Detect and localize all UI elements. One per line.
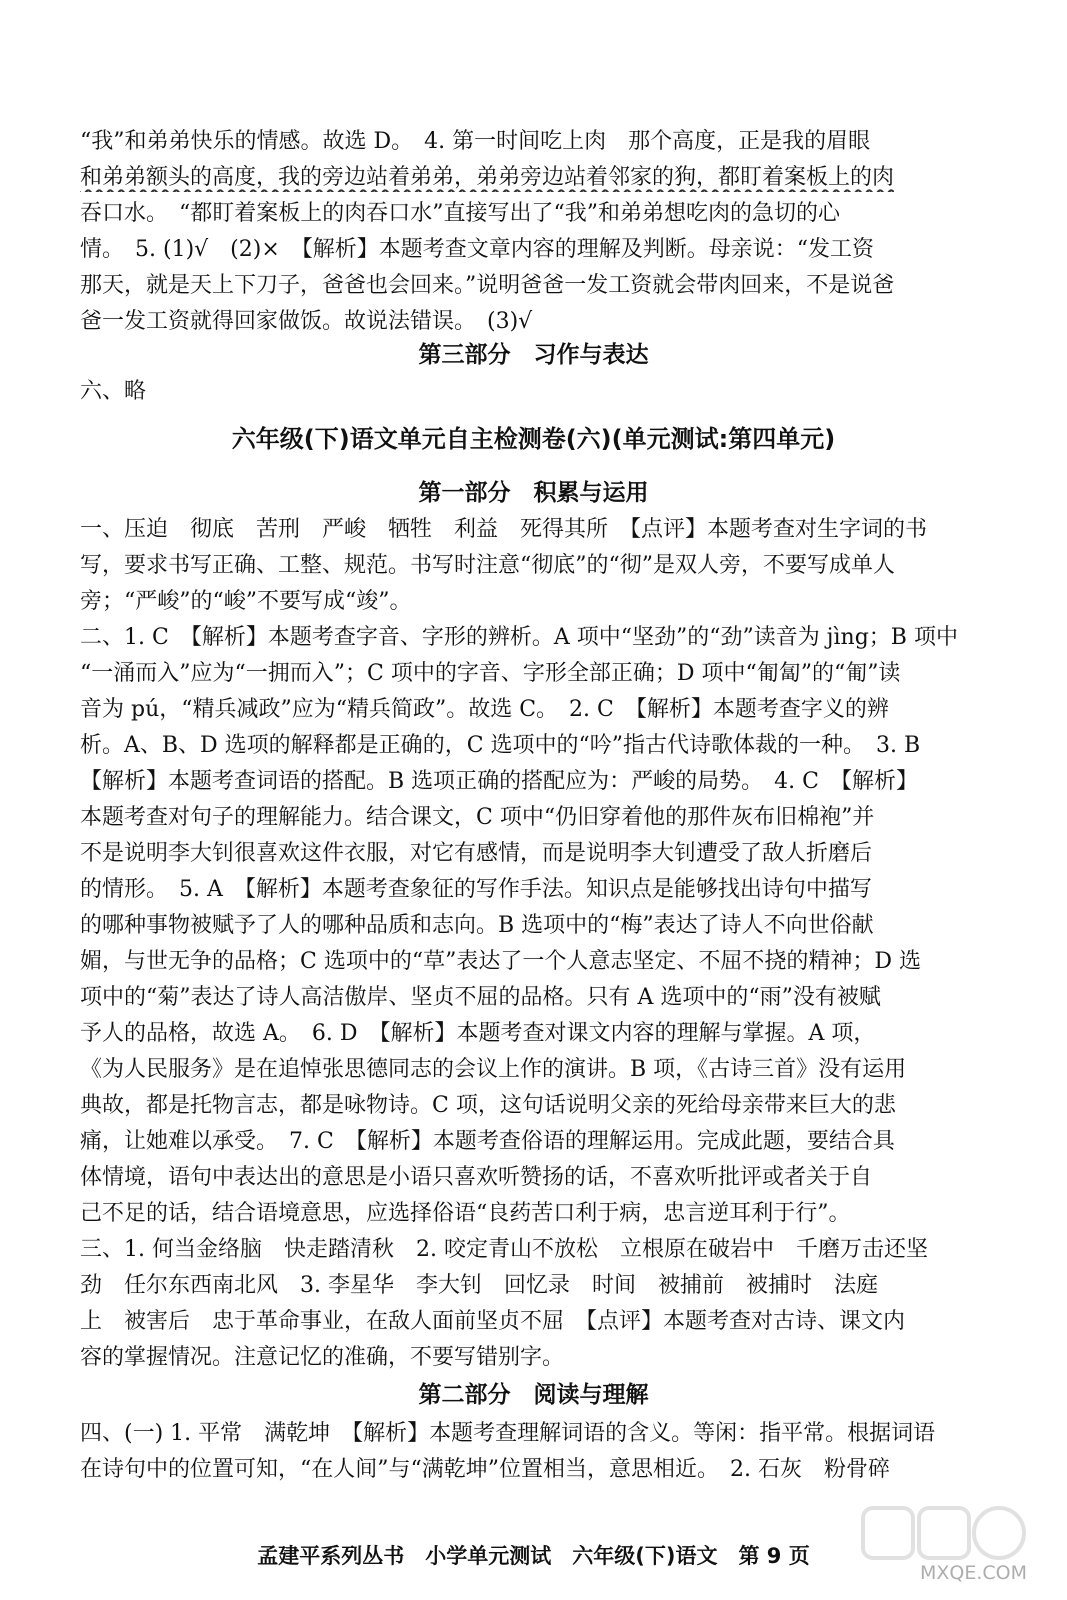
section-heading: 第二部分 阅读与理解 — [418, 1382, 649, 1408]
text-line: 典故，都是托物言志，都是咏物诗。C 项，这句话说明父亲的死给母亲带来巨大的悲 — [80, 1093, 896, 1118]
text-line: 写，要求书写正确、工整、规范。书写时注意“彻底”的“彻”是双人旁，不要写成单人 — [80, 553, 895, 578]
text-line: 劲 任尔东西南北风 3. 李星华 李大钊 回忆录 时间 被捕前 被捕时 法庭 — [80, 1273, 878, 1298]
test-title: 六年级(下)语文单元自主检测卷(六)(单元测试:第四单元) — [231, 425, 836, 453]
text-line: 痛，让她难以承受。 7. C 【解析】本题考查俗语的理解运用。完成此题，要结合具 — [80, 1129, 895, 1154]
text-line: 媚，与世无争的品格；C 选项中的“草”表达了一个人意志坚定、不屈不挠的精神；D 选 — [80, 949, 921, 974]
text-line: “一涌而入”应为“一拥而入”；C 项中的字音、字形全部正确；D 项中“匍匐”的“匍”读 — [80, 661, 901, 686]
text-line: 本题考查对句子的理解能力。结合课文，C 项中“仍旧穿着他的那件灰布旧棉袍”并 — [80, 805, 875, 830]
text-line: 那天，就是天上下刀子，爸爸也会回来。”说明爸爸一发工资就会带肉回来，不是说爸 — [80, 273, 895, 298]
watermark-text: MXQE.COM — [919, 1562, 1027, 1584]
text-line: 不是说明李大钊很喜欢这件衣服，对它有感情，而是说明李大钊遭受了敌人折磨后 — [80, 841, 873, 866]
text-line: “我”和弟弟快乐的情感。故选 D。 4. 第一时间吃上肉 那个高度，正是我的眉眼 — [80, 129, 871, 154]
text-line: 音为 pú，“精兵减政”应为“精兵简政”。故选 C。 2. C 【解析】本题考查字义的辨 — [80, 697, 889, 722]
text-line: 予人的品格，故选 A。 6. D 【解析】本题考查对课文内容的理解与掌握。A 项， — [80, 1021, 876, 1046]
section-heading: 第一部分 积累与运用 — [418, 480, 649, 506]
text-line: 的情形。 5. A 【解析】本题考查象征的写作手法。知识点是能够找出诗句中描写 — [80, 877, 872, 902]
text-line: 体情境，语句中表达出的意思是小语只喜欢听赞扬的话，不喜欢听批评或者关于自 — [80, 1165, 873, 1190]
text-line: 析。A、B、D 选项的解释都是正确的，C 选项中的“吟”指古代诗歌体裁的一种。 3. B — [80, 733, 921, 758]
text-line: 二、1. C 【解析】本题考查字音、字形的辨析。A 项中“坚劲”的“劲”读音为 jìng；B 项中 — [80, 625, 958, 650]
text-line: 【解析】本题考查词语的搭配。B 选项正确的搭配应为：严峻的局势。 4. C 【解析】 — [80, 769, 918, 794]
text-line: 容的掌握情况。注意记忆的准确，不要写错别字。 — [80, 1345, 565, 1370]
text-line: 四、(一) 1. 平常 满乾坤 【解析】本题考查理解词语的含义。等闲：指平常。根据词语 — [80, 1421, 936, 1446]
page-footer: 孟建平系列丛书 小学单元测试 六年级(下)语文 第 9 页 — [257, 1544, 810, 1568]
text-line: 和弟弟额头的高度，我的旁边站着弟弟，弟弟旁边站着邻家的狗，都盯着案板上的肉 — [80, 165, 895, 190]
text-line: 己不足的话，结合语境意思，应选择俗语“良药苦口利于病，忠言逆耳利于行”。 — [80, 1201, 851, 1226]
section-heading: 第三部分 习作与表达 — [418, 342, 649, 368]
text-line: 项中的“菊”表达了诗人高洁傲岸、坚贞不屈的品格。只有 A 选项中的“雨”没有被赋 — [80, 985, 881, 1010]
text-line: 《为人民服务》是在追悼张思德同志的会议上作的演讲。B 项，《古诗三首》没有运用 — [80, 1057, 907, 1082]
text-line: 吞口水。 “都盯着案板上的肉吞口水”直接写出了“我”和弟弟想吃肉的急切的心 — [80, 201, 840, 226]
text-line: 一、压迫 彻底 苦刑 严峻 牺牲 利益 死得其所 【点评】本题考查对生字词的书 — [80, 517, 928, 542]
text-line: 六、略 — [80, 379, 147, 404]
text-line: 情。 5. (1)√ (2)× 【解析】本题考查文章内容的理解及判断。母亲说：“发工资 — [80, 237, 875, 262]
text-line: 三、1. 何当金络脑 快走踏清秋 2. 咬定青山不放松 立根原在破岩中 千磨万击还坚 — [80, 1237, 928, 1262]
text-line: 爸一发工资就得回家做饭。故说法错误。 (3)√ — [80, 309, 533, 334]
text-line: 上 被害后 忠于革命事业，在敌人面前坚贞不屈 【点评】本题考查对古诗、课文内 — [80, 1309, 906, 1334]
text-line: 的哪种事物被赋予了人的哪种品质和志向。B 选项中的“梅”表达了诗人不向世俗献 — [80, 913, 874, 938]
text-line: 在诗句中的位置可知，“在人间”与“满乾坤”位置相当，意思相近。 2. 石灰 粉骨碎 — [80, 1457, 890, 1482]
text-line: 旁；“严峻”的“峻”不要写成“竣”。 — [80, 589, 412, 614]
